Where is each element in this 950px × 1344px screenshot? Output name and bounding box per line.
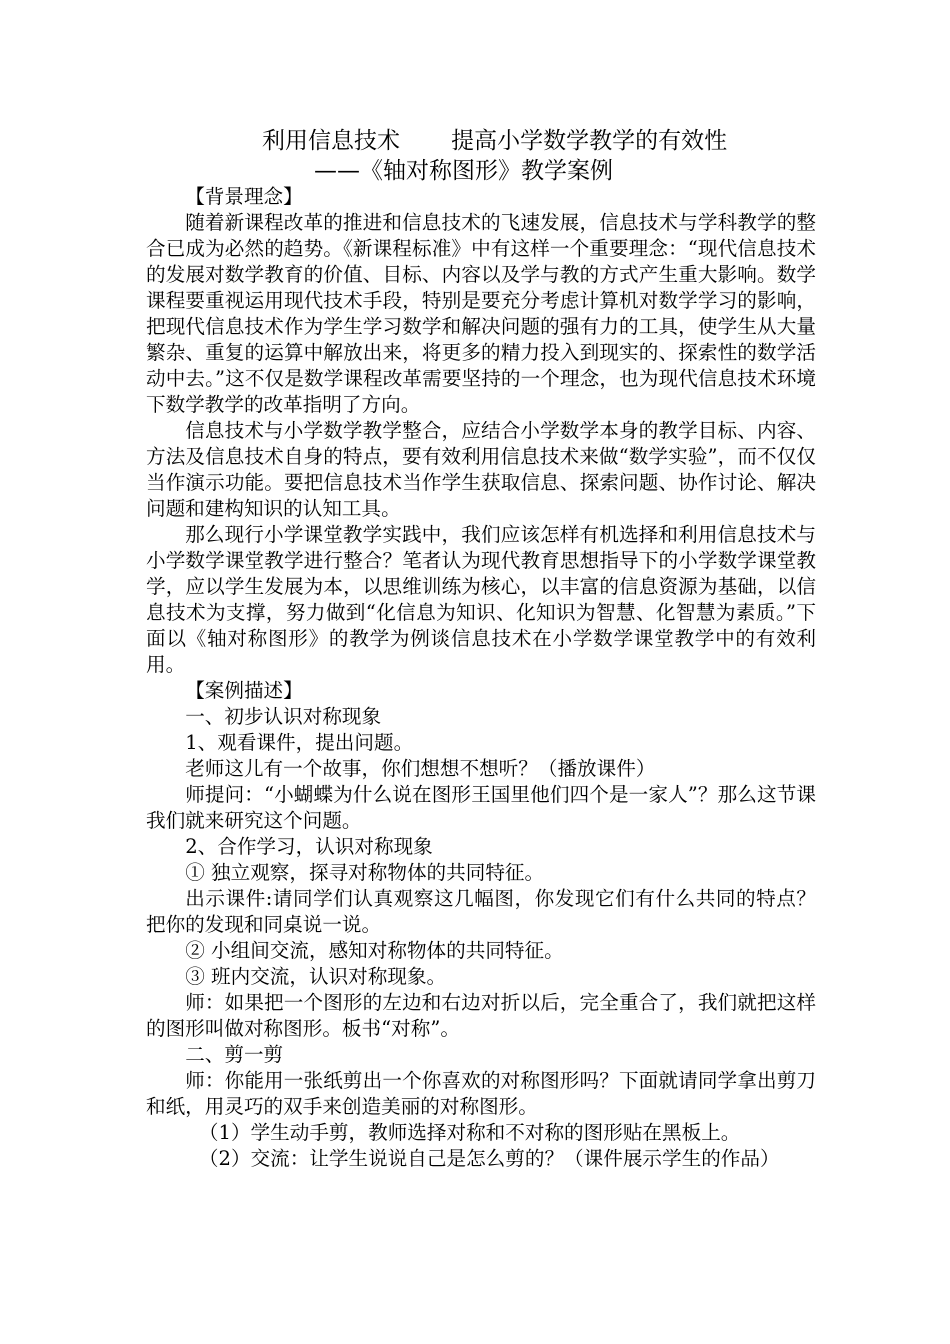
list-item: ① 独立观察，探寻对称物体的共同特征。 [185,861,545,884]
paragraph: 随着新课程改革的推进和信息技术的飞速发展，信息技术与学科教学的整合已成为必然的趋势。《新课程标准》中有这样一个重要理念：“现代信息技术的发展对数学教育的价值、目标、内容以及学与教的方式产生重大影响。数学课程要重视运用现代技术手段，特别是要充分考虑计算机对数学学习的影响，把现代信息技术作为学生学习数学和解决问题的强有力的工具，使学生从大量繁杂、重复的运算中解放出来，将更多的精力投入到现实的、探索性的数学活动中去。”这不仅是数学课程改革需要坚持的一个理念，也为现代信息技术环境下数学教学的改革指明了方向。 [146,211,816,416]
list-item: （2）交流：让学生说说自己是怎么剪的？（课件展示学生的作品） [198,1147,780,1170]
paragraph: 师提问：“小蝴蝶为什么说在图形王国里他们四个是一家人”？那么这节课我们就来研究这个问题。 [146,783,816,832]
section-heading-case: 【案例描述】 [185,679,303,702]
paragraph: 那么现行小学课堂教学实践中，我们应该怎样有机选择和利用信息技术与小学数学课堂教学进行整合？笔者认为现代教育思想指导下的小学数学课堂教学，应以学生发展为本，以思维训练为核心，以丰富的信息资源为基础，以信息技术为支撑，努力做到“化信息为知识、化知识为智慧、化智慧为素质。”下面以《轴对称图形》的教学为例谈信息技术在小学数学课堂教学中的有效利用。 [146,523,816,676]
paragraph: 信息技术与小学数学教学整合，应结合小学数学本身的教学目标、内容、方法及信息技术自身的特点，要有效利用信息技术来做“数学实验”，而不仅仅当作演示功能。要把信息技术当作学生获取信息、探索问题、协作讨论、解决问题和建构知识的认知工具。 [146,419,816,520]
section-heading-background: 【背景理念】 [185,185,303,208]
paragraph: 出示课件:请同学们认真观察这几幅图，你发现它们有什么共同的特点？把你的发现和同桌说一说。 [146,887,816,936]
document-title: 利用信息技术 提高小学数学教学的有效性 [262,128,728,154]
list-item: （1）学生动手剪，教师选择对称和不对称的图形贴在黑板上。 [198,1121,741,1144]
subheading: 2、合作学习，认识对称现象 [185,835,433,858]
paragraph: 师：如果把一个图形的左边和右边对折以后，完全重合了，我们就把这样的图形叫做对称图形。板书“对称”。 [146,991,816,1040]
paragraph: 老师这儿有一个故事，你们想想不想听？（播放课件） [185,757,656,780]
subheading: 二、剪一剪 [185,1043,284,1066]
document-body [146,184,816,1172]
paragraph: 师：你能用一张纸剪出一个你喜欢的对称图形吗？下面就请同学拿出剪刀和纸，用灵巧的双手来创造美丽的对称图形。 [146,1069,816,1118]
document-subtitle: ——《轴对称图形》教学案例 [314,158,613,184]
subheading: 1、观看课件，提出问题。 [185,731,414,754]
list-item: ② 小组间交流，感知对称物体的共同特征。 [185,939,564,962]
subheading: 一、初步认识对称现象 [185,705,382,728]
list-item: ③ 班内交流，认识对称现象。 [185,965,447,988]
